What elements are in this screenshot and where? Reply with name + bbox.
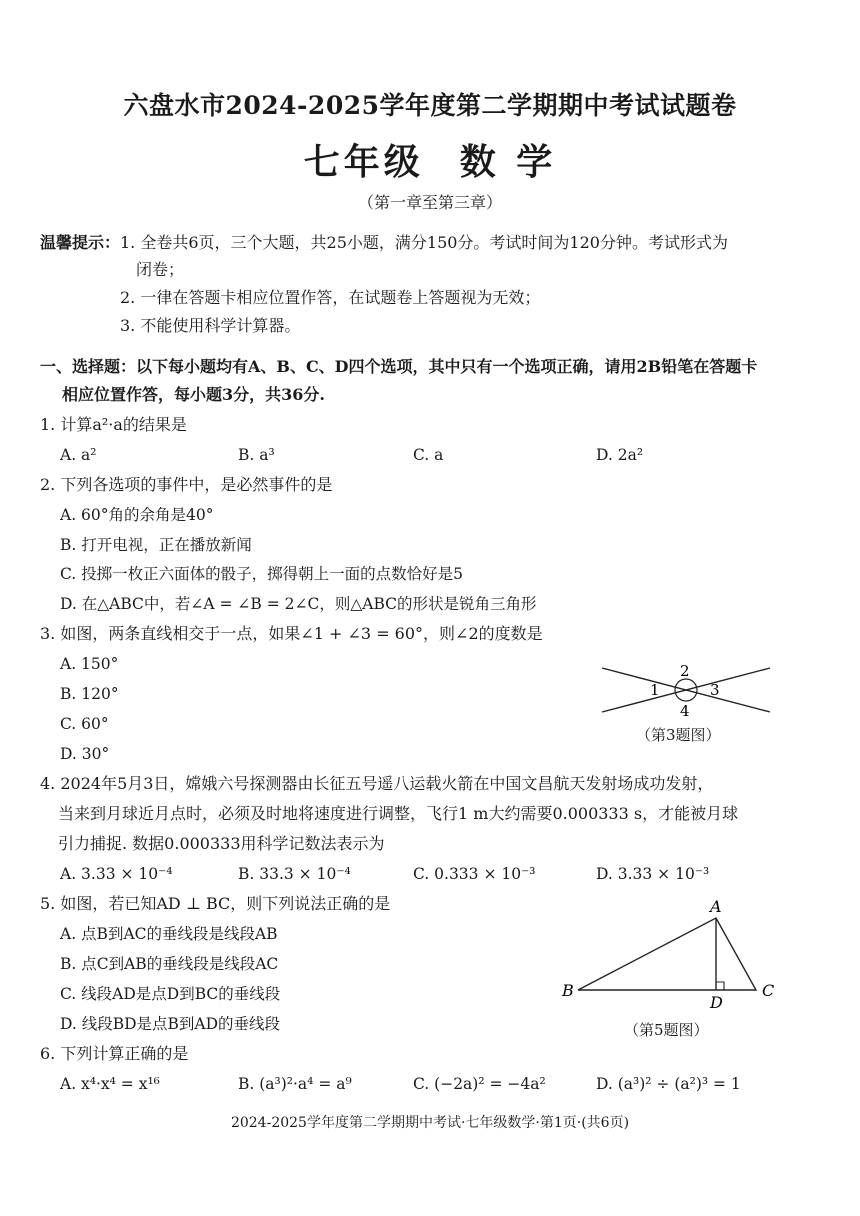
tips-label: 温馨提示： [40, 233, 121, 252]
question-3-figure [598, 660, 778, 720]
question-2-option-d[interactable]: D. 在△ABC中，若∠A = ∠B = 2∠C，则△ABC的形状是锐角三角形 [60, 595, 537, 613]
angle-label-3: 3 [710, 681, 720, 699]
exam-scope: （第一章至第三章） [357, 193, 502, 212]
section-heading: 一、选择题：以下每小题均有A、B、C、D四个选项，其中只有一个选项正确，请用2B铅笔在答题卡 [40, 357, 758, 376]
question-4-option-a[interactable]: A. 3.33 × 10⁻⁴ [60, 865, 173, 883]
tips-line-1: 1. 全卷共6页，三个大题，共25小题，满分150分。考试时间为120分钟。考试形式为 [120, 233, 728, 252]
question-6-option-a[interactable]: A. x⁴·x⁴ = x¹⁶ [60, 1075, 160, 1093]
exam-subtitle [0, 134, 860, 185]
question-4-stem-1: 4. 2024年5月3日，嫦娥六号探测器由长征五号遥八运载火箭在中国文昌航天发射场成功发射， [40, 774, 714, 793]
question-5-figure [556, 896, 786, 1014]
angle-label-1: 1 [650, 681, 660, 699]
tips-line-1b: 闭卷； [136, 260, 185, 279]
angle-label-4: 4 [680, 702, 690, 720]
question-2-option-a[interactable]: A. 60°角的余角是40° [60, 506, 214, 524]
question-3-option-d[interactable]: D. 30° [60, 745, 110, 763]
tips-line-2: 2. 一律在答题卡相应位置作答，在试题卷上答题视为无效； [120, 288, 541, 307]
question-2-stem: 2. 下列各选项的事件中，是必然事件的是 [40, 475, 333, 494]
vertex-label-c: C [762, 981, 775, 1000]
grade-label: 七年级 [303, 141, 424, 183]
vertex-label-d: D [710, 993, 723, 1012]
question-5-option-c[interactable]: C. 线段AD是点D到BC的垂线段 [60, 985, 281, 1003]
question-1-option-a[interactable]: A. a² [60, 446, 97, 464]
question-3-caption: （第3题图） [636, 726, 721, 744]
tips-line-3: 3. 不能使用科学计算器。 [120, 316, 301, 335]
question-5-option-d[interactable]: D. 线段BD是点B到AD的垂线段 [60, 1015, 281, 1033]
question-5-stem: 5. 如图，若已知AD ⊥ BC，则下列说法正确的是 [40, 894, 391, 913]
question-4-stem-2: 当来到月球近月点时，必须及时地将速度进行调整，飞行1 m大约需要0.000333 s，才能被月球 [58, 804, 739, 823]
angle-label-2: 2 [680, 662, 690, 680]
page-footer: 2024-2025学年度第二学期期中考试·七年级数学·第1页·(共6页) [230, 1115, 630, 1131]
question-3-option-c[interactable]: C. 60° [60, 715, 109, 733]
right-angle-mark [716, 982, 724, 990]
question-1-stem: 1. 计算a²·a的结果是 [40, 415, 187, 434]
vertex-label-a: A [710, 897, 722, 916]
question-4-option-c[interactable]: C. 0.333 × 10⁻³ [413, 865, 536, 883]
question-1-option-c[interactable]: C. a [413, 446, 444, 464]
question-6-option-c[interactable]: C. (−2a)² = −4a² [413, 1075, 546, 1093]
question-2-option-b[interactable]: B. 打开电视，正在播放新闻 [60, 536, 252, 554]
question-4-option-d[interactable]: D. 3.33 × 10⁻³ [596, 865, 710, 883]
section-heading-2: 相应位置作答，每小题3分，共36分. [62, 385, 325, 404]
question-3-option-b[interactable]: B. 120° [60, 685, 119, 703]
question-6-stem: 6. 下列计算正确的是 [40, 1044, 189, 1063]
question-6-option-b[interactable]: B. (a³)²·a⁴ = a⁹ [238, 1075, 352, 1093]
triangle-abc [578, 918, 756, 990]
question-4-option-b[interactable]: B. 33.3 × 10⁻⁴ [238, 865, 351, 883]
question-3-stem: 3. 如图，两条直线相交于一点，如果∠1 + ∠3 = 60°，则∠2的度数是 [40, 624, 543, 643]
question-5-caption: （第5题图） [624, 1021, 709, 1039]
question-1-option-b[interactable]: B. a³ [238, 446, 275, 464]
exam-title: 六盘水市2024-2025学年度第二学期期中考试试题卷 [123, 91, 737, 120]
question-5-option-a[interactable]: A. 点B到AC的垂线段是线段AB [60, 925, 278, 943]
question-1-option-d[interactable]: D. 2a² [596, 446, 644, 464]
question-6-option-d[interactable]: D. (a³)² ÷ (a²)³ = 1 [596, 1075, 741, 1093]
question-2-option-c[interactable]: C. 投掷一枚正六面体的骰子，掷得朝上一面的点数恰好是5 [60, 565, 464, 583]
vertex-label-b: B [562, 981, 574, 1000]
question-3-option-a[interactable]: A. 150° [60, 655, 119, 673]
question-5-option-b[interactable]: B. 点C到AB的垂线段是线段AC [60, 955, 279, 973]
question-4-stem-3: 引力捕捉. 数据0.000333用科学记数法表示为 [58, 834, 385, 853]
subject-label: 数 学 [459, 141, 557, 183]
